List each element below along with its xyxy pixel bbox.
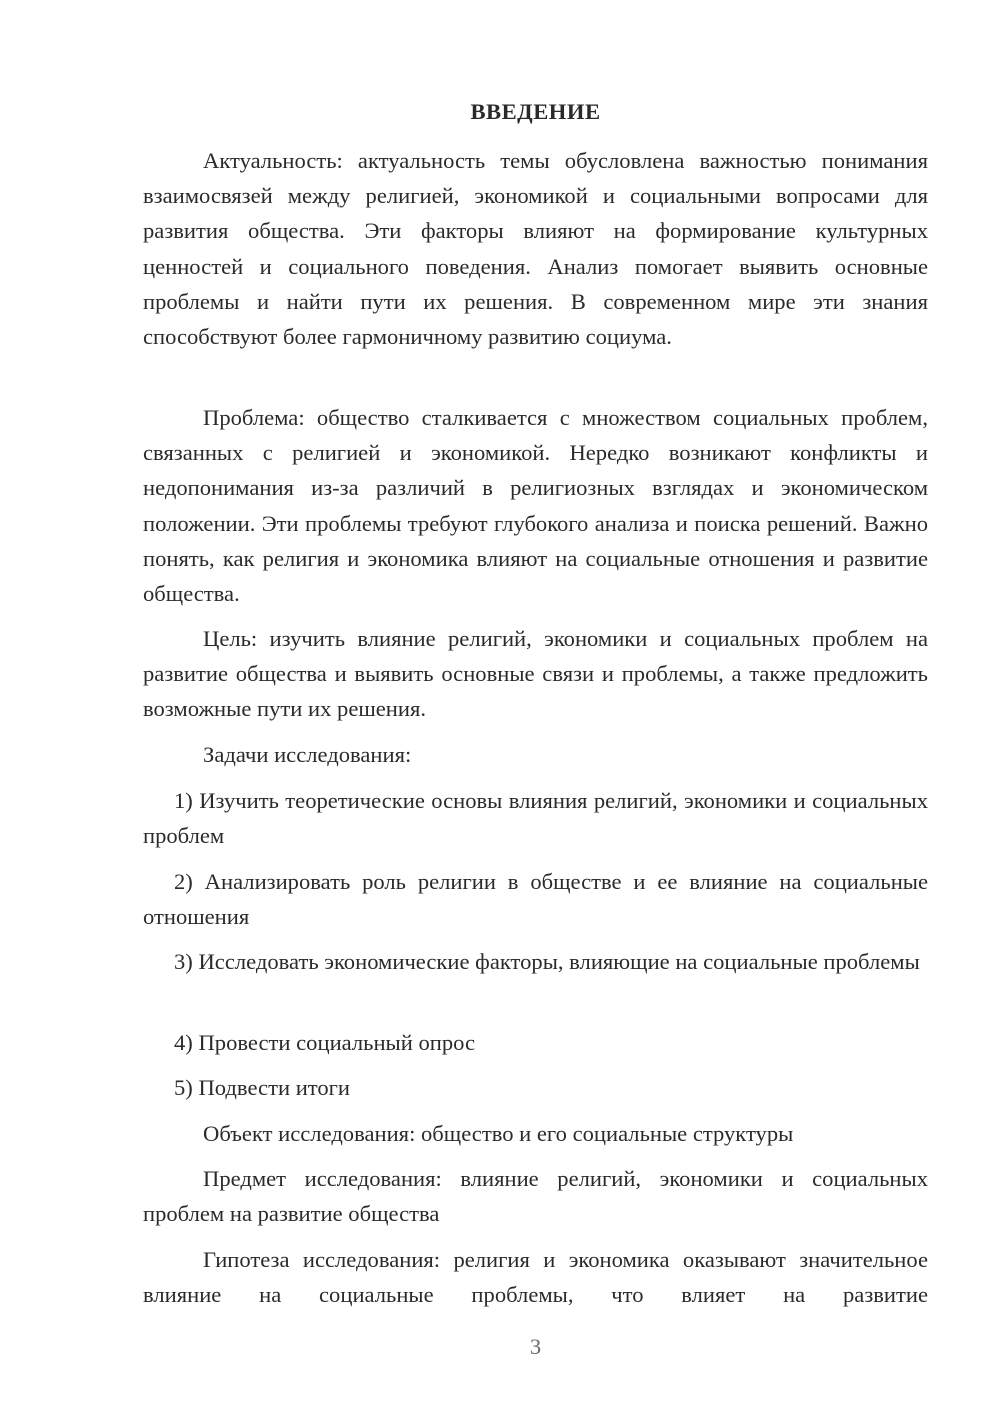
paragraph-hypothesis: Гипотеза исследования: религия и экономика оказывают значительное влияние на социальные проблемы, что влияет на развитие [143, 1247, 928, 1308]
page-number: 3 [529, 1334, 542, 1359]
task-item-5: 5) Подвести итоги [174, 1075, 351, 1100]
paragraph-problem: Проблема: общество сталкивается с множеством социальных проблем, связанных с религией и экономикой. Нередко возникают конфликты и недопонимания из-за различий в религиозных взглядах и экономическом положении. Эти проблемы требуют глубокого анализа и поиска решений. Важно понять, как религия и экономика влияют на социальные отношения и развитие общества. [143, 405, 928, 607]
paragraph-goal: Цель: изучить влияние религий, экономики и социальных проблем на развитие общества и выявить основные связи и проблемы, а также предложить возможные пути их решения. [143, 626, 928, 722]
task-item-3: 3) Исследовать экономические факторы, влияющие на социальные проблемы [174, 949, 920, 974]
task-item-4: 4) Провести социальный опрос [174, 1030, 476, 1055]
section-title: ВВЕДЕНИЕ [470, 99, 601, 124]
paragraph-object: Объект исследования: общество и его социальные структуры [203, 1121, 794, 1146]
paragraph-subject: Предмет исследования: влияние религий, экономики и социальных проблем на развитие общества [143, 1166, 928, 1227]
document-page [143, 0, 928, 1414]
paragraph-relevance: Актуальность: актуальность темы обусловлена важностью понимания взаимосвязей между религией, экономикой и социальными вопросами для развития общества. Эти факторы влияют на формирование культурных ценностей и социального поведения. Анализ помогает выявить основные проблемы и найти пути их решения. В современном мире эти знания способствуют более гармоничному развитию социума. [143, 148, 928, 350]
task-item-1: 1) Изучить теоретические основы влияния религий, экономики и социальных проблем [143, 788, 928, 849]
task-item-2: 2) Анализировать роль религии в обществе и ее влияние на социальные отношения [143, 869, 928, 930]
paragraph-tasks-heading: Задачи исследования: [203, 742, 412, 767]
